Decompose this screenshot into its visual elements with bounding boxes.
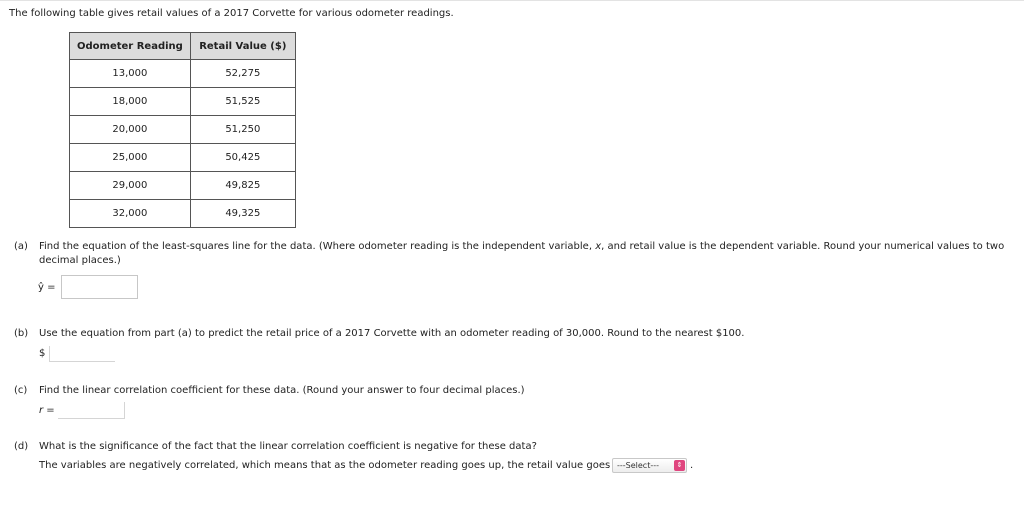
direction-select[interactable] xyxy=(612,458,687,473)
cell-odometer: 20,000 xyxy=(70,116,191,144)
correlation-input[interactable] xyxy=(58,402,125,419)
cell-retail-value: 52,275 xyxy=(190,60,295,88)
table-row xyxy=(70,60,296,88)
dollar-sign: $ xyxy=(39,348,46,359)
part-c-answer-label: r = xyxy=(39,405,55,416)
select-arrows-icon: ⇕ xyxy=(674,460,685,471)
y-hat-input[interactable] xyxy=(61,275,138,299)
part-a-question-line2: decimal places.) xyxy=(39,255,121,266)
table-row xyxy=(70,88,296,116)
cell-odometer: 13,000 xyxy=(70,60,191,88)
part-a-text-start: Find the equation of the least-squares line for the data. (Where odometer reading is the independent variable, xyxy=(39,241,596,252)
col-header-retail-value: Retail Value ($) xyxy=(190,33,295,60)
cell-retail-value: 49,825 xyxy=(190,172,295,200)
part-b-question: Use the equation from part (a) to predict the retail price of a 2017 Corvette with an odometer reading of 30,000. Round to the nearest $100. xyxy=(39,328,745,339)
end-period: . xyxy=(690,460,694,471)
intro-text: The following table gives retail values of a 2017 Corvette for various odometer readings. xyxy=(9,8,454,19)
table-row xyxy=(70,144,296,172)
table-row xyxy=(70,200,296,228)
part-c xyxy=(14,384,1014,398)
cell-retail-value: 49,325 xyxy=(190,200,295,228)
cell-odometer: 25,000 xyxy=(70,144,191,172)
part-d-question: What is the significance of the fact that the linear correlation coefficient is negative for these data? xyxy=(39,441,537,452)
part-b xyxy=(14,327,1014,341)
col-header-odometer: Odometer Reading xyxy=(70,33,191,60)
table-row xyxy=(70,116,296,144)
var-x: x xyxy=(595,241,602,252)
part-c-label: (c) xyxy=(14,385,28,396)
part-a-label: (a) xyxy=(14,241,28,252)
cell-odometer: 32,000 xyxy=(70,200,191,228)
table-row xyxy=(70,172,296,200)
part-a-question xyxy=(39,240,1004,254)
cell-retail-value: 51,525 xyxy=(190,88,295,116)
cell-odometer: 29,000 xyxy=(70,172,191,200)
cell-retail-value: 51,250 xyxy=(190,116,295,144)
part-d xyxy=(14,440,1014,472)
table-header-row xyxy=(70,33,296,60)
select-value: ---Select--- xyxy=(617,461,659,470)
part-b-label: (b) xyxy=(14,328,29,339)
part-a xyxy=(14,240,1014,270)
part-d-statement: The variables are negatively correlated, which means that as the odometer reading goes up, the retail value goes xyxy=(39,460,611,471)
cell-odometer: 18,000 xyxy=(70,88,191,116)
part-a-text-end: , and retail value is the dependent variable. Round your numerical values to two xyxy=(601,241,1005,252)
part-d-label: (d) xyxy=(14,441,29,452)
part-c-question: Find the linear correlation coefficient for these data. (Round your answer to four decimal places.) xyxy=(39,385,525,396)
cell-retail-value: 50,425 xyxy=(190,144,295,172)
data-table xyxy=(69,32,296,228)
part-a-answer-label: ŷ = xyxy=(38,282,56,293)
predicted-price-input[interactable] xyxy=(49,346,115,362)
